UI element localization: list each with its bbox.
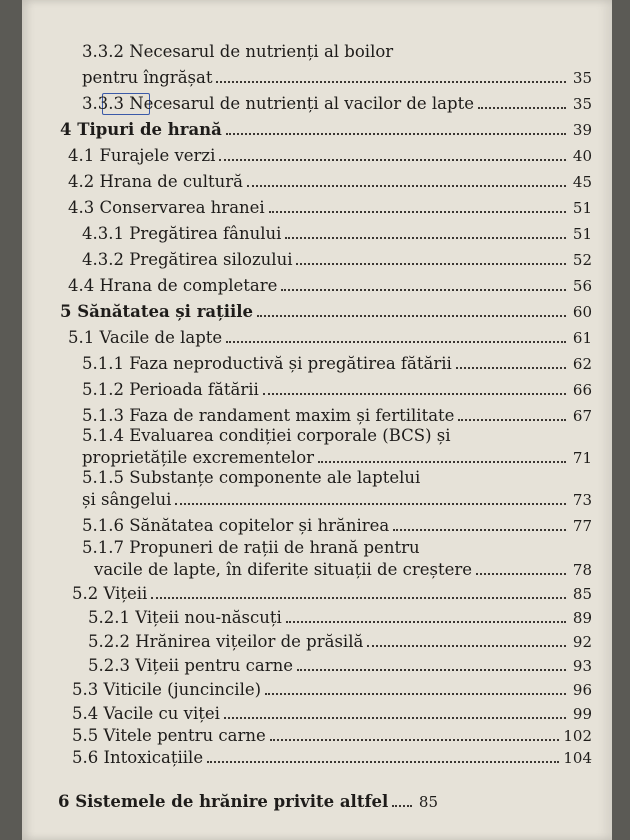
toc-entry-text: 5.1.2 Perioada fătării bbox=[82, 380, 259, 399]
toc-entry-5-1[interactable] bbox=[68, 326, 592, 350]
dot-leader bbox=[281, 275, 566, 291]
page-number: 85 bbox=[572, 585, 592, 603]
toc-entry-5-1-2[interactable] bbox=[82, 378, 592, 402]
toc-entry-text: 5.6 Intoxicațiile bbox=[72, 748, 204, 767]
toc-entry-3-3-2[interactable] bbox=[82, 66, 592, 90]
dot-leader bbox=[286, 607, 566, 623]
toc-entry-text: 4.1 Furajele verzi bbox=[68, 146, 216, 165]
dot-leader bbox=[393, 515, 566, 531]
toc-entry-text: pentru îngrășat bbox=[82, 68, 213, 87]
toc-entry-text: 5.1 Vacile de lapte bbox=[68, 328, 223, 347]
toc-entry-text: 5 Sănătatea și rațiile bbox=[60, 302, 253, 321]
dot-leader bbox=[224, 703, 566, 719]
book-page bbox=[22, 0, 612, 840]
toc-entry-4-1[interactable] bbox=[68, 144, 592, 168]
page-number: 51 bbox=[572, 225, 592, 243]
toc-entry-text: 3.3.3 Necesarul de nutrienți al vacilor de lapte bbox=[82, 94, 474, 113]
toc-entry-5-5[interactable] bbox=[72, 724, 592, 748]
dot-leader bbox=[318, 447, 566, 463]
dot-leader bbox=[257, 301, 566, 317]
page-number: 96 bbox=[572, 681, 592, 699]
toc-entry-6[interactable] bbox=[58, 790, 438, 814]
toc-entry-4-3-1[interactable] bbox=[82, 222, 592, 246]
toc-entry-5-1-7-title: 5.1.7 Propuneri de rații de hrană pentru bbox=[82, 538, 420, 557]
table-of-contents bbox=[22, 0, 612, 840]
page-number: 99 bbox=[572, 705, 592, 723]
toc-entry-4-4[interactable] bbox=[68, 274, 592, 298]
toc-entry-text: și sângelui bbox=[82, 490, 172, 509]
toc-entry-text: 4.4 Hrana de completare bbox=[68, 276, 278, 295]
toc-entry-text: 6 Sistemele de hrănire privite altfel bbox=[58, 792, 389, 811]
toc-entry-text: 5.2.1 Vițeii nou-născuți bbox=[88, 608, 282, 627]
page-number: 78 bbox=[572, 561, 592, 579]
toc-entry-5-4[interactable] bbox=[72, 702, 592, 726]
page-number: 35 bbox=[572, 69, 592, 87]
toc-entry-5-6[interactable] bbox=[72, 746, 592, 770]
toc-entry-text: proprietățile excrementelor bbox=[82, 448, 315, 467]
toc-entry-text: 4.3 Conservarea hranei bbox=[68, 198, 265, 217]
toc-entry-text: 5.1.1 Faza neproductivă și pregătirea fătării bbox=[82, 354, 452, 373]
dot-leader bbox=[296, 249, 566, 265]
toc-entry-text: 4 Tipuri de hrană bbox=[60, 120, 222, 139]
dot-leader bbox=[226, 119, 566, 135]
toc-entry-text: 5.4 Vacile cu viței bbox=[72, 704, 220, 723]
page-number: 40 bbox=[572, 147, 592, 165]
page-number: 51 bbox=[572, 199, 592, 217]
toc-entry-5-1-6[interactable] bbox=[82, 514, 592, 538]
page-number: 92 bbox=[572, 633, 592, 651]
page-number: 39 bbox=[572, 121, 592, 139]
toc-entry-5-3[interactable] bbox=[72, 678, 592, 702]
page-number: 62 bbox=[572, 355, 592, 373]
toc-entry-3-3-2-title: 3.3.2 Necesarul de nutrienți al boilor bbox=[82, 42, 394, 61]
toc-entry-4-2[interactable] bbox=[68, 170, 592, 194]
dot-leader bbox=[269, 197, 566, 213]
dot-leader bbox=[270, 725, 560, 741]
dot-leader bbox=[265, 679, 566, 695]
toc-entry-5-1-4-title: 5.1.4 Evaluarea condiției corporale (BCS) și bbox=[82, 426, 451, 445]
toc-entry-text: 5.1.6 Sănătatea copitelor și hrănirea bbox=[82, 516, 390, 535]
dot-leader bbox=[226, 327, 566, 343]
dot-leader bbox=[285, 223, 566, 239]
page-number: 77 bbox=[572, 517, 592, 535]
page-number: 45 bbox=[572, 173, 592, 191]
dot-leader bbox=[476, 559, 566, 575]
dot-leader bbox=[392, 791, 412, 807]
page-number: 102 bbox=[563, 727, 592, 745]
page-number: 52 bbox=[572, 251, 592, 269]
page-number: 104 bbox=[563, 749, 592, 767]
dot-leader bbox=[247, 171, 566, 187]
dot-leader bbox=[207, 747, 559, 763]
dot-leader bbox=[458, 405, 566, 421]
dot-leader bbox=[175, 489, 566, 505]
page-number: 71 bbox=[572, 449, 592, 467]
toc-entry-5-2-3[interactable] bbox=[88, 654, 592, 678]
toc-entry-text: 5.2 Vițeii bbox=[72, 584, 148, 603]
toc-entry-3-3-3[interactable] bbox=[82, 92, 592, 116]
page-number: 89 bbox=[572, 609, 592, 627]
page-number: 60 bbox=[572, 303, 592, 321]
dot-leader bbox=[216, 67, 566, 83]
page-number: 67 bbox=[572, 407, 592, 425]
page-number: 93 bbox=[572, 657, 592, 675]
toc-entry-5-2[interactable] bbox=[72, 582, 592, 606]
dot-leader bbox=[297, 655, 566, 671]
dot-leader bbox=[367, 631, 566, 647]
toc-entry-4-3-2[interactable] bbox=[82, 248, 592, 272]
toc-entry-5[interactable] bbox=[60, 300, 592, 324]
toc-entry-5-2-1[interactable] bbox=[88, 606, 592, 630]
page-number: 35 bbox=[572, 95, 592, 113]
dot-leader bbox=[151, 583, 566, 599]
page-number: 56 bbox=[572, 277, 592, 295]
dot-leader bbox=[478, 93, 566, 109]
page-number: 73 bbox=[572, 491, 592, 509]
toc-entry-text: 5.3 Viticile (juncincile) bbox=[72, 680, 262, 699]
toc-entry-text: 4.3.1 Pregătirea fânului bbox=[82, 224, 282, 243]
toc-entry-5-1-1[interactable] bbox=[82, 352, 592, 376]
toc-entry-text: 5.2.2 Hrănirea vițeilor de prăsilă bbox=[88, 632, 364, 651]
toc-entry-text: vacile de lapte, în diferite situații de creștere bbox=[94, 560, 473, 579]
toc-entry-text: 4.2 Hrana de cultură bbox=[68, 172, 244, 191]
toc-entry-4[interactable] bbox=[60, 118, 592, 142]
toc-entry-5-1-7[interactable] bbox=[94, 558, 592, 582]
toc-entry-5-2-2[interactable] bbox=[88, 630, 592, 654]
dot-leader bbox=[456, 353, 566, 369]
toc-entry-5-1-5[interactable] bbox=[82, 488, 592, 512]
dot-leader bbox=[219, 145, 566, 161]
dot-leader bbox=[263, 379, 566, 395]
toc-entry-text: 4.3.2 Pregătirea silozului bbox=[82, 250, 293, 269]
toc-entry-text: 5.5 Vitele pentru carne bbox=[72, 726, 266, 745]
page-number: 66 bbox=[572, 381, 592, 399]
toc-entry-text: 5.1.3 Faza de randament maxim și fertilitate bbox=[82, 406, 455, 425]
page-number: 61 bbox=[572, 329, 592, 347]
page-number: 85 bbox=[418, 793, 438, 811]
toc-entry-text: 5.2.3 Vițeii pentru carne bbox=[88, 656, 294, 675]
toc-entry-5-1-5-title: 5.1.5 Substanțe componente ale laptelui bbox=[82, 468, 421, 487]
toc-entry-4-3[interactable] bbox=[68, 196, 592, 220]
